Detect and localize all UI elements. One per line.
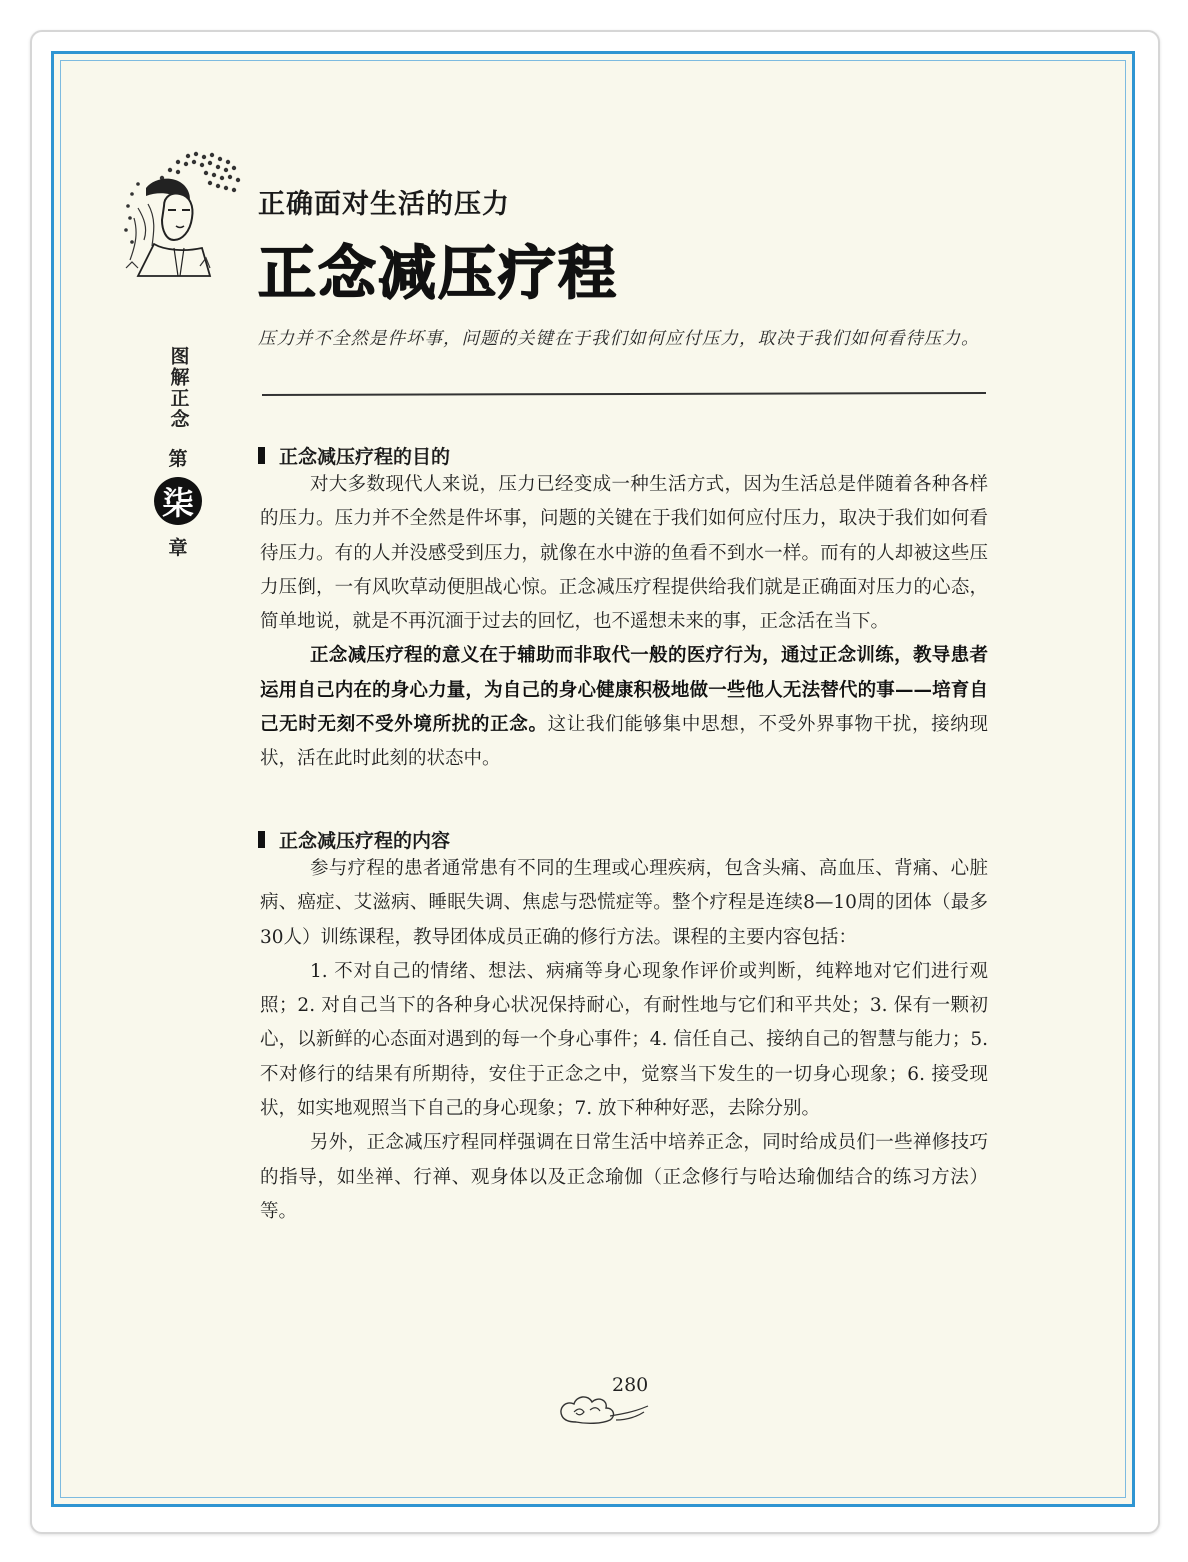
body-paragraph-emphasis	[260, 639, 988, 776]
section-heading-purpose	[258, 442, 450, 469]
section-heading-content	[258, 826, 450, 853]
chapter-number-badge	[154, 477, 202, 525]
heading-bar-icon	[258, 447, 265, 464]
section-body-purpose	[260, 468, 988, 777]
emphasis-text: 正念减压疗程的意义在于辅助而非取代一般的医疗行为，通过正念训练，教导患者运用自己内在的身心力量，为自己的身心健康积极地做一些他人无法替代的事——培育自己无时无刻不受外境所扰的正念。	[260, 645, 988, 736]
section-heading-text: 正念减压疗程的目的	[279, 446, 451, 468]
scholar-illustration	[118, 148, 248, 278]
body-paragraph: 另外，正念减压疗程同样强调在日常生活中培养正念，同时给成员们一些禅修技巧的指导，如坐禅、行禅、观身体以及正念瑜伽（正念修行与哈达瑜伽结合的练习方法）等。	[260, 1132, 988, 1222]
lead-paragraph: 压力并不全然是件坏事，问题的关键在于我们如何应付压力，取决于我们如何看待压力。	[258, 329, 980, 349]
body-text: 这让我们能够集中思想，不受外界事物干扰，接纳现状，活在此时此刻的状态中。	[260, 714, 988, 770]
heading-bar-icon	[258, 831, 265, 848]
section-heading-text: 正念减压疗程的内容	[279, 830, 451, 852]
page-title: 正念减压疗程	[258, 239, 619, 307]
body-paragraph: 对大多数现代人来说，压力已经变成一种生活方式，因为生活总是伴随着各种各样的压力。压力并不全然是件坏事，问题的关键在于我们如何应付压力，取决于我们如何看待压力。有的人并没感受到压力，就像在水中游的鱼看不到水一样。而有的人却被这些压力压倒，一有风吹草动便胆战心惊。正念减压疗程提供给我们就是正确面对压力的心态，简单地说，就是不再沉湎于过去的回忆，也不遥想未来的事，正念活在当下。	[260, 474, 988, 633]
chapter-number: 柒	[161, 484, 194, 522]
chapter-side-label	[160, 346, 196, 560]
cloud-ornament-icon	[556, 1386, 652, 1428]
chapter-prefix: 第	[168, 448, 188, 470]
chapter-suffix: 章	[168, 537, 188, 559]
body-paragraph: 参与疗程的患者通常患有不同的生理或心理疾病，包含头痛、高血压、背痛、心脏病、癌症、艾滋病、睡眠失调、焦虑与恐慌症等。整个疗程是连续8—10周的团体（最多30人）训练课程，教导团体成员正确的修行方法。课程的主要内容包括：	[260, 858, 988, 948]
section-body-content	[260, 852, 988, 1229]
body-paragraph-list: 1. 不对自己的情绪、想法、病痛等身心现象作评价或判断，纯粹地对它们进行观照；2. 对自己当下的各种身心状况保持耐心，有耐性地与它们和平共处；3. 保有一颗初心，以新鲜的心态面对遇到的每一个身心事件；4. 信任自己、接纳自己的智慧与能力；5. 不对修行的结果有所期待，安住于正念之中，觉察当下发生的一切身心现象；6. 接受现状，如实地观照当下自己的身心现象；7. 放下种种好恶，去除分别。	[260, 960, 988, 1120]
page-number: 280	[612, 1374, 649, 1396]
page-subtitle: 正确面对生活的压力	[258, 189, 510, 220]
book-name: 图解正念	[167, 346, 190, 430]
